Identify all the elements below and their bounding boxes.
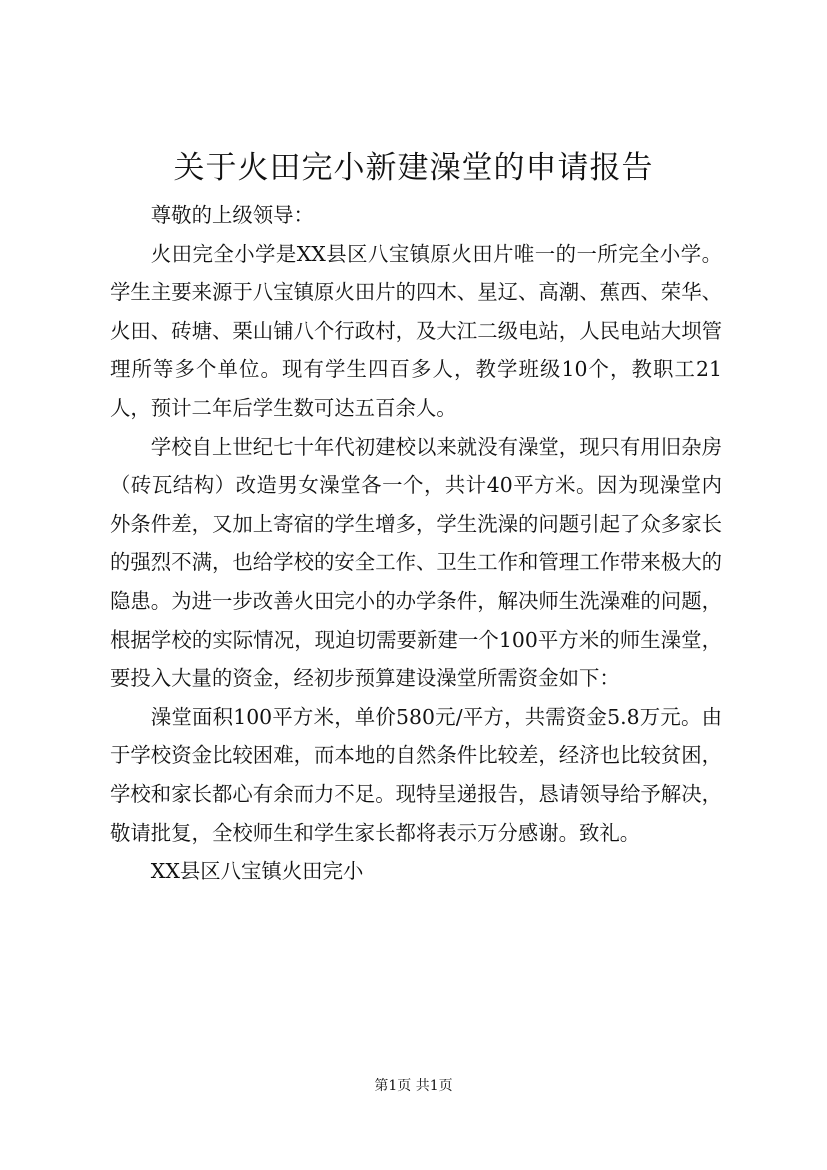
page-footer: 第1页 共1页 xyxy=(374,1078,453,1094)
document-title: 关于火田完小新建澡堂的申请报告 xyxy=(173,150,654,186)
document-body xyxy=(110,196,722,891)
paragraph-funding-request: 澡堂面积100平方米，单价580元/平方，共需资金5.8万元。由于学校资金比较困难，而本地的自然条件比较差，经济也比较贫困，学校和家长都心有余而力不足。现特呈递报告，恳请领导给予解决，敬请批复，全校师生和学生家长都将表示万分感谢。致礼。 xyxy=(110,704,722,845)
paragraph-school-overview: 火田完全小学是XX县区八宝镇原火田片唯一的一所完全小学。学生主要来源于八宝镇原火田片的四木、星辽、高潮、蕉西、荣华、火田、砖塘、栗山铺八个行政村，及大江二级电站，人民电站大坝管理所等多个单位。现有学生四百多人，教学班级10个，教职工21人，预计二年后学生数可达五百余人。 xyxy=(110,241,722,420)
paragraph-bathhouse-need: 学校自上世纪七十年代初建校以来就没有澡堂，现只有用旧杂房（砖瓦结构）改造男女澡堂各一个，共计40平方米。因为现澡堂内外条件差，又加上寄宿的学生增多，学生洗澡的问题引起了众多家长的强烈不满，也给学校的安全工作、卫生工作和管理工作带来极大的隐患。为进一步改善火田完小的办学条件，解决师生洗澡难的问题，根据学校的实际情况，现迫切需要新建一个100平方米的师生澡堂，要投入大量的资金，经初步预算建设澡堂所需资金如下： xyxy=(110,434,722,691)
salutation: 尊敬的上级领导： xyxy=(150,203,314,227)
signature: XX县区八宝镇火田完小 xyxy=(150,859,364,884)
